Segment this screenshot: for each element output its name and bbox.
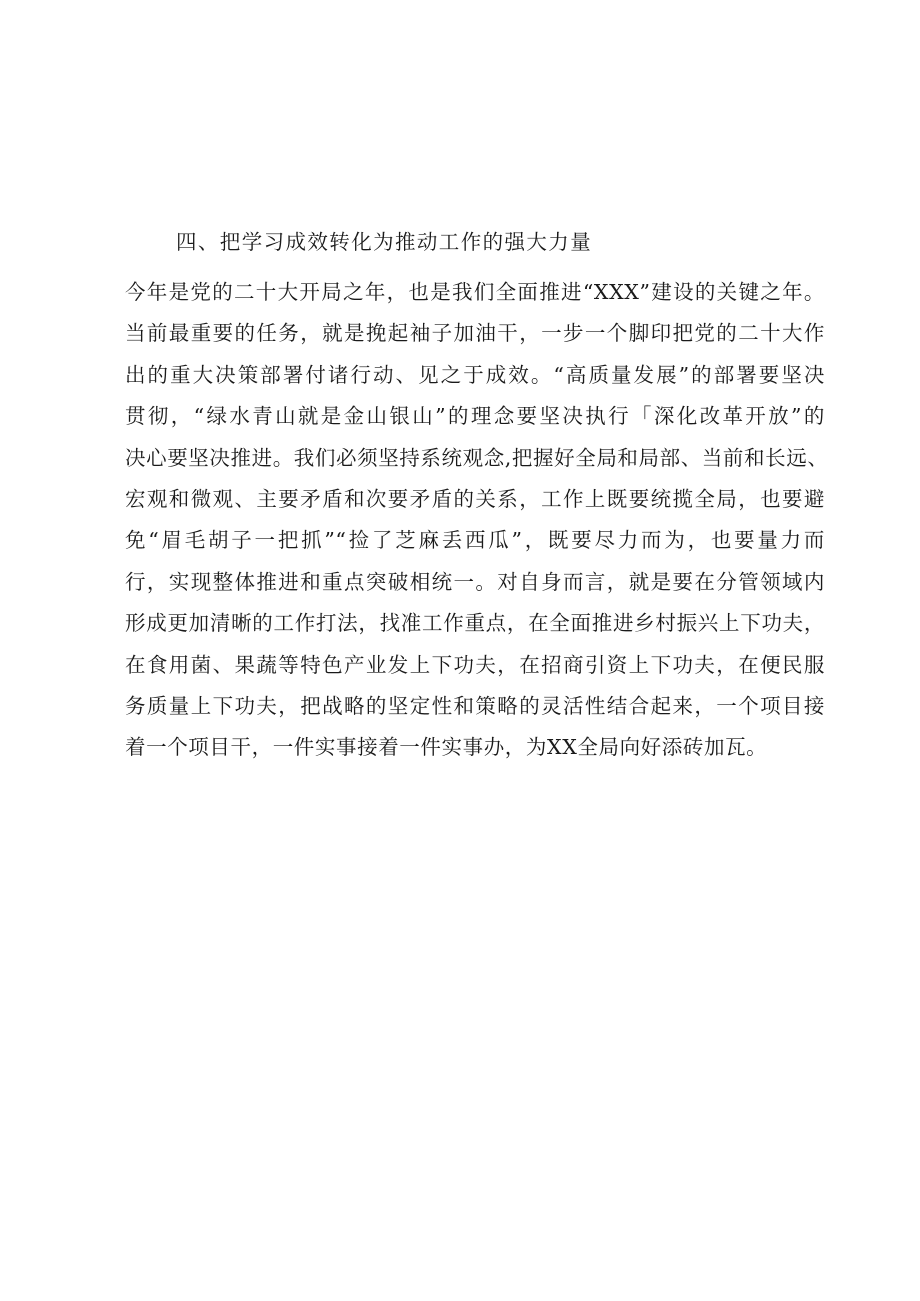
paragraph-line: 今年是党的二十大开局之年，也是我们全面推进“XXX”建设的关键之年。 [125,280,825,304]
paragraph-line: 宏观和微观、主要矛盾和次要矛盾的关系，工作上既要统揽全局，也要避 [125,486,825,511]
paragraph-line: 行，实现整体推进和重点突破相统一。对自身而言，就是要在分管领域内 [125,569,825,594]
paragraph-line: 出的重大决策部署付诸行动、见之于成效。“高质量发展”的部署要坚决 [125,362,825,387]
paragraph-line: 决心要坚决推进。我们必须坚持系统观念,把握好全局和局部、当前和长远、 [125,445,829,470]
paragraph-line: 务质量上下功夫，把战略的坚定性和策略的灵活性结合起来，一个项目接 [125,693,825,718]
paragraph-line: 着一个项目干，一件实事接着一件实事办，为XX全局向好添砖加瓦。 [125,735,768,760]
paragraph-line: 免“眉毛胡子一把抓”“捡了芝麻丢西瓜”，既要尽力而为，也要量力而 [125,528,825,553]
body-paragraph [125,272,829,769]
paragraph-line: 在食用菌、果蔬等特色产业发上下功夫，在招商引资上下功夫，在便民服 [125,652,825,677]
paragraph-line: 贯彻，“绿水青山就是金山银山”的理念要坚决执行「深化改革开放”的 [125,404,825,429]
paragraph-line: 当前最重要的任务，就是挽起袖子加油干，一步一个脚印把党的二十大作 [125,321,825,346]
paragraph-line: 形成更加清晰的工作打法，找准工作重点，在全面推进乡村振兴上下功夫， [125,611,825,636]
section-heading: 四、把学习成效转化为推动工作的强大力量 [176,230,593,254]
